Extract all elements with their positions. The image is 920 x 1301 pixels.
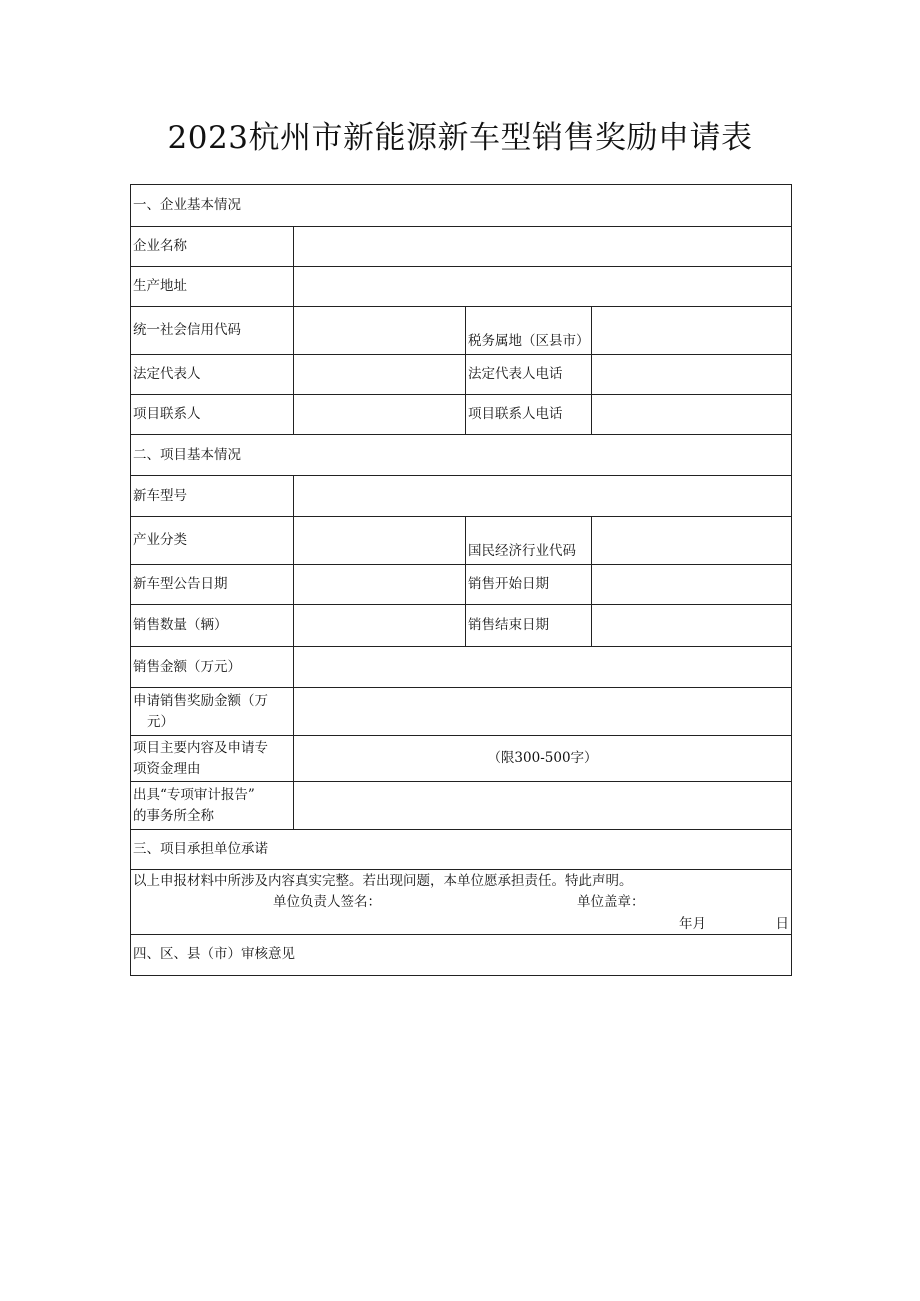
company-name-label: 企业名称 [131,227,294,267]
tax-location-label: 税务属地（区县市） [466,307,592,355]
credit-code-field[interactable] [294,307,466,355]
credit-code-row [131,307,792,355]
content-label-line1: 项目主要内容及申请专 [133,739,268,756]
contact-row [131,395,792,435]
announce-date-row [131,565,792,605]
section2-heading: 二、项目基本情况 [131,435,792,476]
auditor-label [131,782,294,830]
reward-amount-label [131,688,294,736]
contact-phone-field[interactable] [592,395,792,435]
reward-amount-row [131,688,792,736]
econ-code-field[interactable] [592,517,792,565]
address-row [131,267,792,307]
sale-amount-field[interactable] [294,647,792,688]
contact-field[interactable] [294,395,466,435]
legal-rep-phone-field[interactable] [592,355,792,395]
industry-label: 产业分类 [131,517,294,565]
year-month-label: 年月 [679,915,706,932]
announce-date-label: 新车型公告日期 [131,565,294,605]
sale-amount-label: 销售金额（万元） [131,647,294,688]
content-label [131,736,294,782]
legal-rep-phone-label: 法定代表人电话 [466,355,592,395]
model-field[interactable] [294,476,792,517]
section4-heading-row [131,934,792,975]
tax-location-field[interactable] [592,307,792,355]
section2-heading-row [131,435,792,476]
sale-end-label: 销售结束日期 [466,605,592,647]
address-field[interactable] [294,267,792,307]
sale-end-field[interactable] [592,605,792,647]
contact-label: 项目联系人 [131,395,294,435]
content-label-line2: 项资金理由 [133,760,201,777]
legal-rep-field[interactable] [294,355,466,395]
sale-start-label: 销售开始日期 [466,565,592,605]
sale-qty-field[interactable] [294,605,466,647]
sale-qty-row [131,605,792,647]
auditor-label-line2: 的事务所全称 [133,807,214,824]
seal-label: 单位盖章： [577,893,645,910]
day-label: 日 [775,915,789,932]
signature-label: 单位负责人签名： [273,893,381,910]
section1-heading: 一、企业基本情况 [131,185,792,227]
document-title: 2023杭州市新能源新车型销售奖励申请表 [167,120,753,156]
content-field[interactable]: （限300-500字） [294,736,792,782]
section3-heading: 三、项目承担单位承诺 [131,830,792,870]
industry-field[interactable] [294,517,466,565]
legal-rep-row [131,355,792,395]
pledge-date-line [133,914,789,934]
sale-amount-row [131,647,792,688]
reward-amount-label-line1: 申请销售奖励金额（万 [133,692,268,709]
section3-heading-row [131,830,792,870]
auditor-row [131,782,792,830]
application-form-table [130,184,792,976]
reward-amount-field[interactable] [294,688,792,736]
credit-code-label: 统一社会信用代码 [131,307,294,355]
model-row [131,476,792,517]
content-row [131,736,792,782]
auditor-label-line1: 出具“专项审计报告” [133,786,255,803]
section4-heading: 四、区、县（市）审核意见 [131,934,792,975]
auditor-field[interactable] [294,782,792,830]
pledge-row [131,870,792,935]
pledge-cell [131,870,792,935]
company-name-row [131,227,792,267]
section1-heading-row [131,185,792,227]
contact-phone-label: 项目联系人电话 [466,395,592,435]
address-label: 生产地址 [131,267,294,307]
announce-date-field[interactable] [294,565,466,605]
sale-qty-label: 销售数量（辆） [131,605,294,647]
econ-code-label: 国民经济行业代码 [466,517,592,565]
reward-amount-label-line2: 元） [147,713,174,730]
legal-rep-label: 法定代表人 [131,355,294,395]
industry-row [131,517,792,565]
sale-start-field[interactable] [592,565,792,605]
pledge-signature-line [133,892,789,914]
pledge-text: 以上申报材料中所涉及内容真实完整。若出现问题，本单位愿承担责任。特此声明。 [133,873,633,889]
model-label: 新车型号 [131,476,294,517]
company-name-field[interactable] [294,227,792,267]
